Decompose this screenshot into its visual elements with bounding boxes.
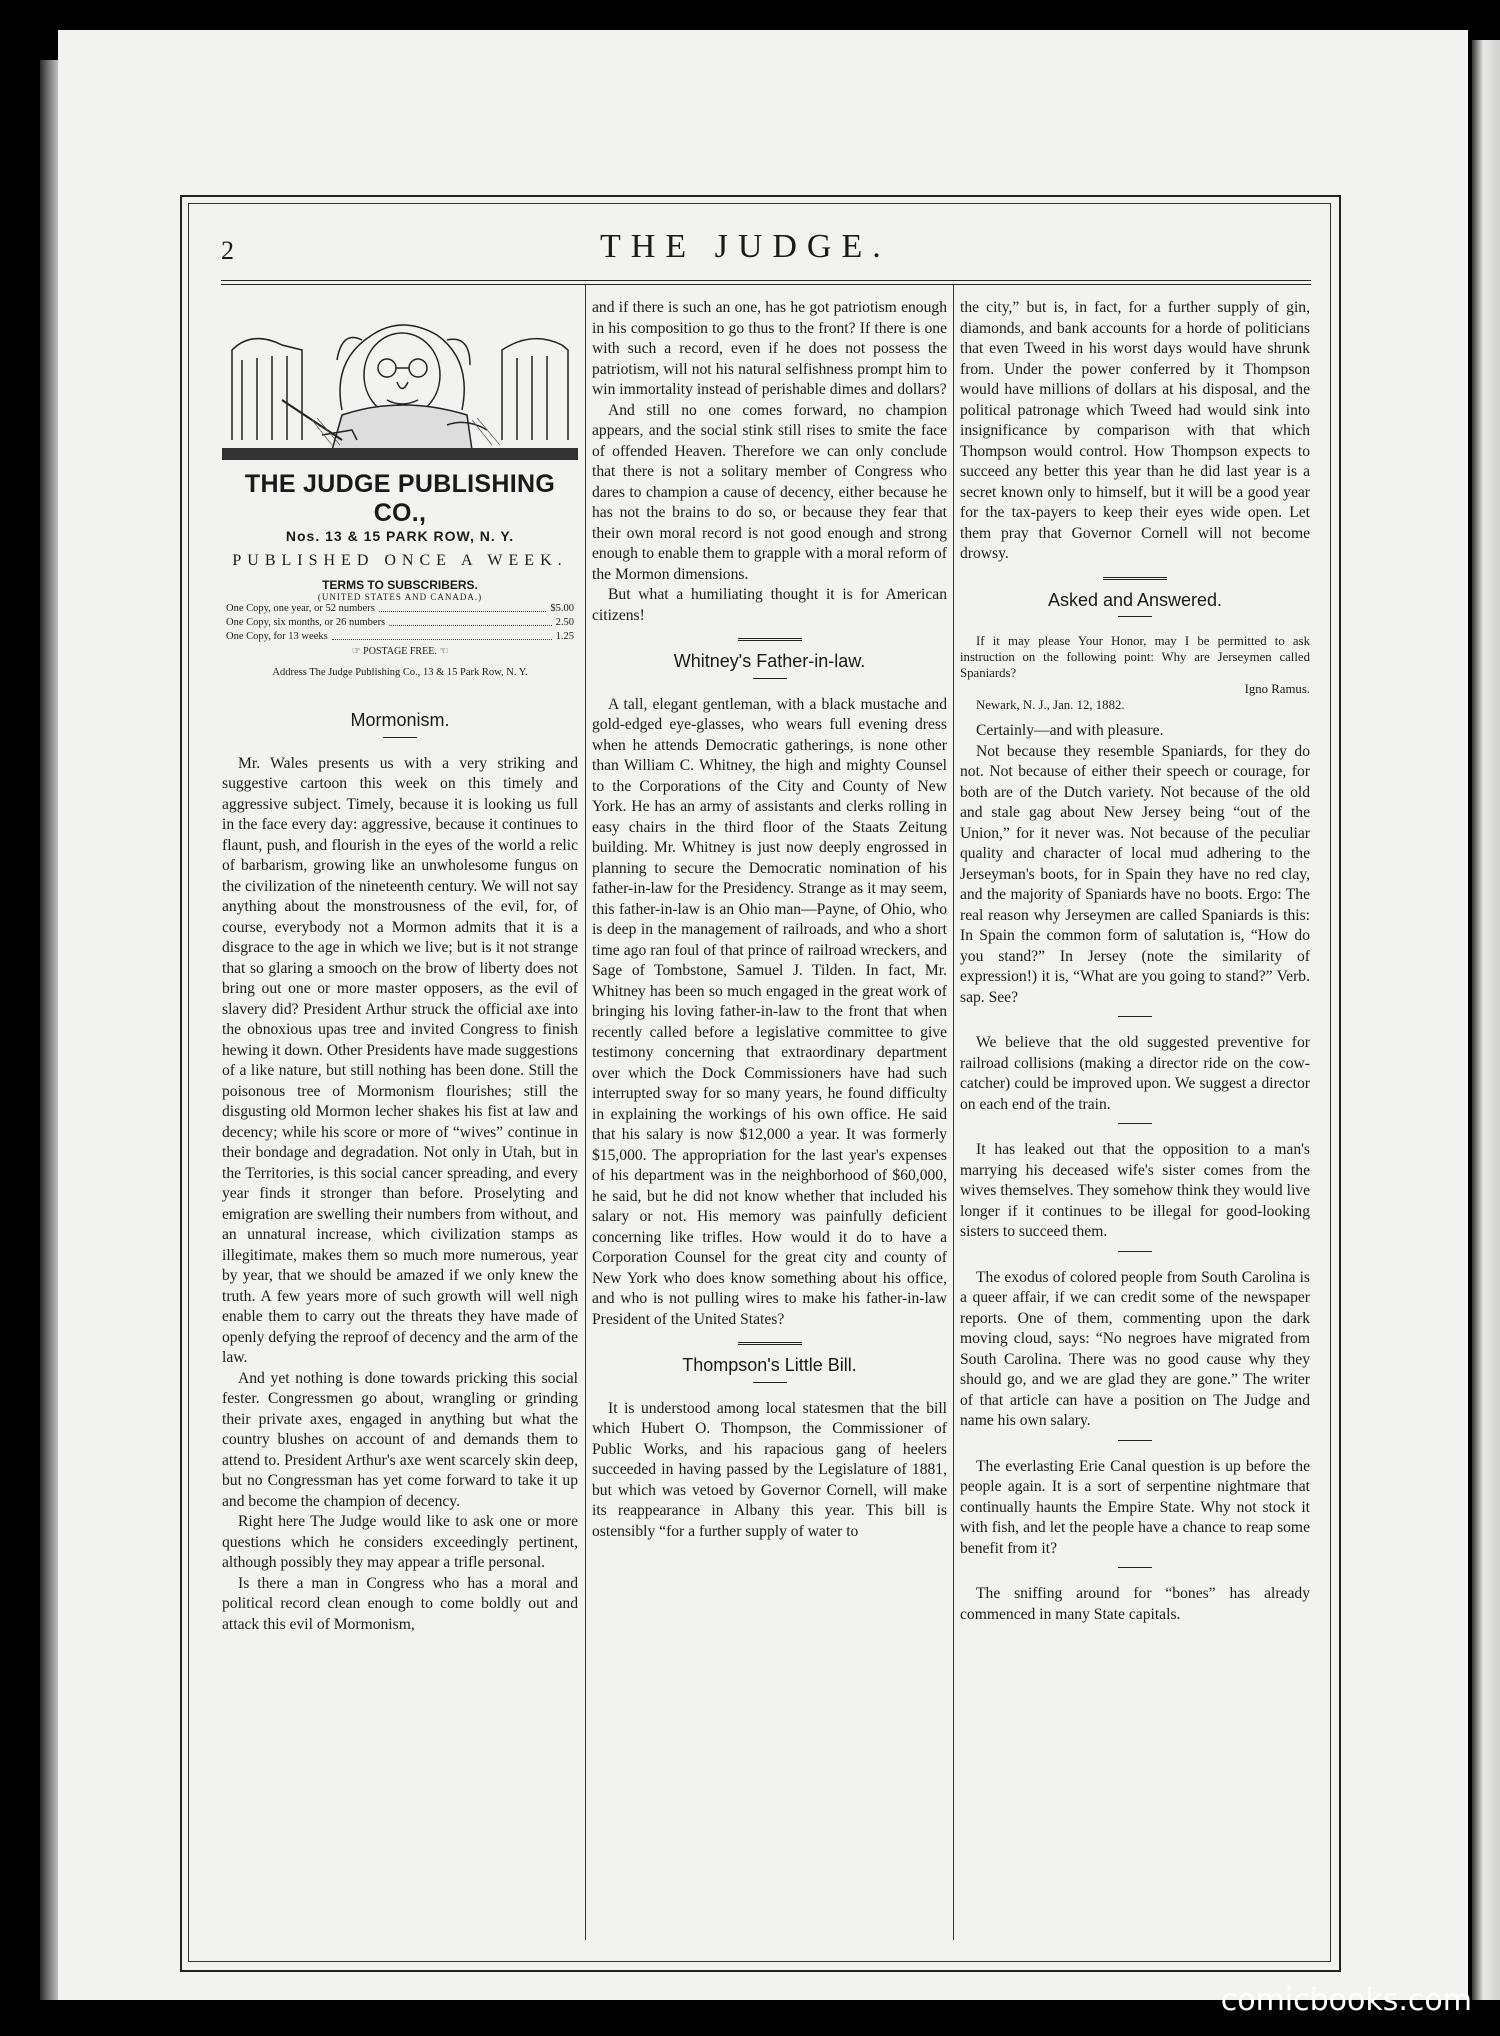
section-divider [738, 638, 802, 641]
postage-note: ☞ POSTAGE FREE. ☜ [351, 646, 449, 657]
price-label: One Copy, one year, or 52 numbers [226, 603, 375, 614]
article-heading-mormonism: Mormonism. [350, 710, 450, 730]
adjacent-page-edge [1472, 40, 1500, 2000]
article-heading-thompson: Thompson's Little Bill. [682, 1355, 857, 1375]
article-paragraph: It is understood among local statesmen that the bill which Hubert O. Thompson, the Commissioner of Public Works, and his rapacious gang of heelers succeeded in having passed by the Legislature of 1881, but which was vetoed by Governor Cornell, will make its reappearance in Albany this year. This bill is ostensibly “for a further supply of water to [592, 1399, 947, 1540]
section-divider [738, 1342, 802, 1345]
item-rule [1118, 1251, 1152, 1252]
masthead-title: THE JUDGE. [600, 228, 891, 265]
article-paragraph: Right here The Judge would like to ask one or more questions which he considers exceedingly pertinent, although possibly they may appear a trifle personal. [222, 1513, 578, 1571]
heading-rule [383, 737, 417, 738]
price-value: 1.25 [555, 631, 574, 642]
article-paragraph: Mr. Wales presents us with a very striking and suggestive cartoon this week on this timely and aggressive subject. Timely, because it is looking us full in the face every day: aggressive, because it continues to flaunt, push, and flourish in the eyes of the world a relic of barbarism, growing like an unwholesome fungus on the civilization of the nineteenth century. We will not say anything about the monstrousness of the evil, for, of course, everybody not a Mormon admits that it is a disgrace to the age in which we live; but is it not strange that so glaring a smooch on the brow of liberty does not bring out one or more master opposers, as the evil of slavery did? President Arthur struck the official axe into the obnoxious upas tree and invited Congress to finish hewing it down. Other Presidents have made suggestions of a like nature, but still nothing has been done. Still the poisonous tree of Mormonism flourishes; still the disgusting old Mormon lecher shakes his fist at law and decency; while his score or more of “wives” continue in their bondage and degradation. Not only in Utah, but in the Territories, is this social cancer spreading, and every year finds it stronger than before. Proselyting and emigration are swelling their numbers from without, and an unnatural increase, which civilization stamps as illegitimate, makes them so much more numerous, year by year, that we should be amazed if we only knew the truth. A few years more of such growth will well nigh enable them to carry out the threats they have made of openly defying the reproof of decency and the arm of the law. [222, 754, 578, 1366]
publisher-name: THE JUDGE PUBLISHING CO., [244, 470, 556, 527]
article-heading-whitney: Whitney's Father-in-law. [673, 651, 866, 671]
column-1 [222, 700, 578, 1635]
item-rule [1118, 1567, 1152, 1568]
news-item: It has leaked out that the opposition to a man's marrying his deceased wife's sister comes from the wives themselves. They somehow think they would live longer if it continues to be illegal for good-looking sisters to succeed them. [960, 1141, 1310, 1240]
terms-subtitle: (UNITED STATES AND CANADA.) [317, 592, 483, 602]
page-number: 2 [221, 236, 234, 265]
section-divider [1103, 577, 1167, 580]
article-paragraph: And still no one comes forward, no champion appears, and the social stink still rises to smite the face of offended Heaven. Therefore we can only conclude that there is not a solitary member of Congress who dares to champion a cause of decency, either because he has not the brains to do so, or because they fear that their own moral record is not good enough and strong enough to enable them to grapple with a moral reform of the Mormon dimensions. [592, 401, 947, 583]
article-heading-asked: Asked and Answered. [1047, 589, 1223, 610]
price-label: One Copy, six months, or 26 numbers [226, 617, 386, 628]
price-value: 2.50 [555, 617, 574, 628]
price-value: $5.00 [550, 603, 574, 614]
article-paragraph: Certainly—and with pleasure. [976, 722, 1164, 739]
article-paragraph: Is there a man in Congress who has a moral and political record clean enough to come boldly out and attack this evil of Mormonism, [222, 1574, 578, 1633]
heading-rule [753, 678, 787, 679]
article-paragraph: A tall, elegant gentleman, with a black mustache and gold-edged eye-glasses, who wears full evening dress when he attends Democratic gatherings, is none other than William C. Whitney, the high and mighty Counsel to the Corporations of the City and County of New York. He has an army of assistants and clerks rolling in easy chairs in the third floor of the Staats Zeitung building. Mr. Whitney is just now deeply engrossed in planning to secure the Democratic nomination of his father-in-law for the Presidency. Strange as it may seem, this father-in-law is an Ohio man—Payne, of Ohio, who is deep in the management of railroads, and who a short time ago ran foul of that prince of railroad wreckers, and Sage of Tombstone, Samuel J. Tilden. In fact, Mr. Whitney has been so much engaged in the great work of bringing his loving father-in-law to the front that when recently called before a legislative committee to give testimony concerning that extraordinary department over which the Dock Commissioners have had such interrupted sway for so many years, he found difficulty in explaining the workings of his own office. He said that his salary is now $12,000 a year. It was formerly $15,000. The appropriation for the last year's expenses of his department was in the neighborhood of $60,000, he said, but he did not know whether that included his salary or not. His memory was painfully deficient concerning like trifles. How would it do to have a Corporation Counsel for the great city and county of New York who does know something about his office, and who is not pulling wires to make his father-in-law President of the United States? [592, 695, 947, 1328]
publisher-address: Nos. 13 & 15 PARK ROW, N. Y. [285, 528, 515, 544]
news-item: The exodus of colored people from South Carolina is a queer affair, if we can credit some of the newspaper reports. One of them, commenting upon the dark moving cloud, says: “No negroes have migrated from South Carolina. There was no good cause why they should go, and we are glad they are gone.” The writer of that article can have a position on The Judge and name his own salary. [960, 1268, 1310, 1429]
news-item: The sniffing around for “bones” has already commenced in many State capitals. [960, 1585, 1310, 1623]
article-paragraph: the city,” but is, in fact, for a further supply of gin, diamonds, and bank accounts for a horde of politicians that even Tweed in his worst days would have shrunk from. Under the power conferred by it Thompson would have millions of dollars at his disposal, and the political patronage which Tweed had would sink into insignificance by comparison with that which Thompson would control. How Thompson expects to succeed any better this year than he did last year is a secret known only to himself, but it will be a good year for the tax-payers to keep their eyes wide open. Let them pray that Governor Cornell will not become drowsy. [960, 299, 1310, 562]
masthead-rule [221, 280, 1311, 281]
price-row [222, 630, 578, 644]
heading-rule [753, 1382, 787, 1383]
publisher-address-line: Address The Judge Publishing Co., 13 & 15 Park Row, N. Y. [272, 667, 528, 678]
judge-illustration [222, 290, 578, 462]
item-rule [1118, 1440, 1152, 1441]
article-paragraph: But what a humiliating thought it is for American citizens! [592, 586, 947, 624]
letter-place: Newark, N. J., Jan. 12, 1882. [976, 698, 1125, 712]
article-paragraph: and if there is such an one, has he got patriotism enough in his composition to go thus to the front? If there is one with such a record, even if he does not possess the patriotism, will not his natural selfishness prompt him to win immortality instead of perishable dimes and dollars? [592, 299, 947, 398]
heading-rule [1118, 616, 1152, 617]
price-label: One Copy, for 13 weeks [226, 631, 328, 642]
item-rule [1118, 1123, 1152, 1124]
article-paragraph: Not because they resemble Spaniards, for they do not. Not because of either their speech or courage, for both are of the Dutch variety. Not because of the old and stale gag about New Jersey being “out of the Union,” for it never was. Not because of the peculiar quality and character of local mud adhering to the Jerseyman's boots, for in Spain they have no red clay, and the majority of Spaniards have no boots. Ergo: The real reason why Jerseymen are called Spaniards is this: In Spain the common form of salutation is, “How do you stand?” In Jersey (note the similarity of expression!) it is, “What are you going to stand?” Verb. sap. See? [960, 742, 1310, 1006]
column-separator-1 [585, 285, 586, 1940]
news-item: The everlasting Erie Canal question is up before the people again. It is a sort of serpentine nightmare that continually haunts the Empire State. Why not stock it with fish, and let the people have a chance to reap some benefit from it? [960, 1457, 1310, 1557]
news-item: We believe that the old suggested preventive for railroad collisions (making a director ride on the cow-catcher) could be improved upon. We suggest a director on each end of the train. [960, 1034, 1310, 1113]
item-rule [1118, 1016, 1152, 1017]
column-3 [960, 298, 1310, 1625]
column-2 [592, 298, 947, 1542]
masthead-rule-2 [221, 284, 1311, 285]
reader-letter: If it may please Your Honor, may I be permitted to ask instruction on the following point: Why are Jerseymen called Spaniards? [960, 634, 1310, 680]
price-row [222, 616, 578, 630]
article-paragraph: And yet nothing is done towards pricking this social fester. Congressmen go about, wrangling or grinding their private axes, engaged in anything but what the country blushes on account of and demands them to attend to. President Arthur's axe went scarcely skin deep, but no Congressman has yet come forward to take it up and become the champion of decency. [222, 1369, 578, 1510]
publisher-box [222, 470, 578, 678]
terms-title: TERMS TO SUBSCRIBERS. [322, 578, 478, 592]
column-separator-2 [953, 285, 954, 1940]
publication-frequency: PUBLISHED ONCE A WEEK. [232, 552, 568, 569]
site-watermark: comicbooks.com [1220, 1983, 1472, 2018]
letter-signature: Igno Ramus. [1244, 682, 1310, 696]
price-row [222, 602, 578, 616]
